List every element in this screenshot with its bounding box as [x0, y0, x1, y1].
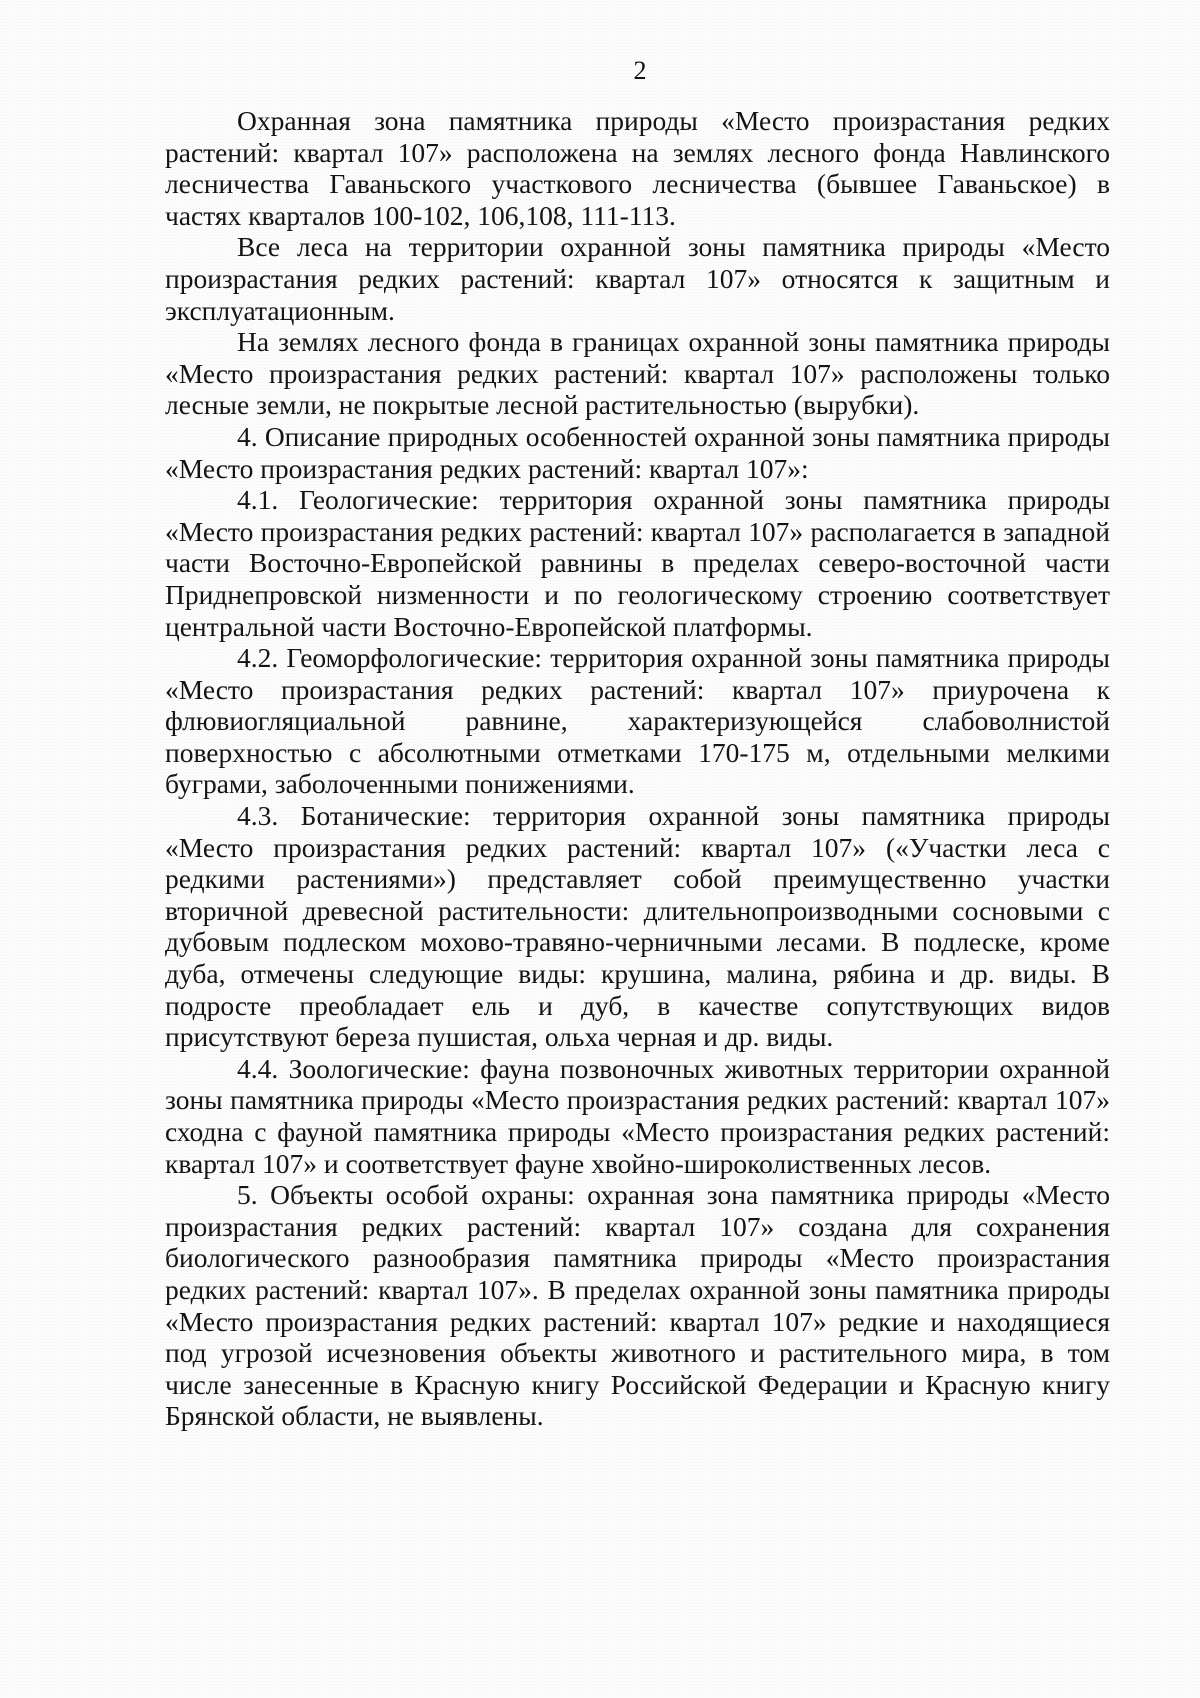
paragraph-4-4-zoological: 4.4. Зоологические: фауна позвоночных животных территории охранной зоны памятника природы «Место произрастания редких растений: квартал 107» сходна с фауной памятника природы «Место произрастания редких растений: квартал 107» и соответствует фауне хвойно-широколиственных лесов.	[165, 1052, 1110, 1179]
paragraph-forest-lands: На землях лесного фонда в границах охранной зоны памятника природы «Место произрастания редких растений: квартал 107» расположены только лесные земли, не покрытые лесной растительностью (вырубки).	[165, 326, 1110, 421]
document-body	[165, 105, 1110, 1432]
paragraph-4-2-geomorphological: 4.2. Геоморфологические: территория охранной зоны памятника природы «Место произрастания редких растений: квартал 107» приурочена к флювиогляциальной равнине, характеризующейся слабоволнистой поверхностью с абсолютными отметками 170-175 м, отдельными мелкими буграми, заболоченными понижениями.	[165, 642, 1110, 800]
section-4-heading: 4. Описание природных особенностей охранной зоны памятника природы «Место произрастания редких растений: квартал 107»:	[165, 420, 1110, 484]
paragraph-protected-zone-location: Охранная зона памятника природы «Место произрастания редких растений: квартал 107» расположена на землях лесного фонда Навлинского лесничества Гаваньского участкового лесничества (бывшее Гаваньское) в частях кварталов 100-102, 106,108, 111-113.	[165, 105, 1110, 231]
paragraph-4-1-geological: 4.1. Геологические: территория охранной зоны памятника природы «Место произрастания редких растений: квартал 107» располагается в западной части Восточно-Европейской равнины в пределах северо-восточной части Приднепровской низменности и по геологическому строению соответствует центральной части Восточно-Европейской платформы.	[165, 484, 1110, 642]
paragraph-forest-category: Все леса на территории охранной зоны памятника природы «Место произрастания редких растений: квартал 107» относятся к защитным и эксплуатационным.	[165, 231, 1110, 326]
paragraph-5-protected-objects: 5. Объекты особой охраны: охранная зона памятника природы «Место произрастания редких растений: квартал 107» создана для сохранения биологического разнообразия памятника природы «Место произрастания редких растений: квартал 107». В пределах охранной зоны памятника природы «Место произрастания редких растений: квартал 107» редкие и находящиеся под угрозой исчезновения объекты животного и растительного мира, в том числе занесенные в Красную книгу Российской Федерации и Красную книгу Брянской области, не выявлены.	[165, 1179, 1110, 1432]
page-number: 2	[633, 56, 647, 85]
paragraph-4-3-botanical: 4.3. Ботанические: территория охранной зоны памятника природы «Место произрастания редких растений: квартал 107» («Участки леса с редкими растениями») представляет собой преимущественно участки вторичной древесной растительности: длительнопроизводными сосновыми с дубовым подлеском мохово-травяно-черничными лесами. В подлеске, кроме дуба, отмечены следующие виды: крушина, малина, рябина и др. виды. В подросте преобладает ель и дуб, в качестве сопутствующих видов присутствуют береза пушистая, ольха черная и др. виды.	[165, 800, 1110, 1053]
